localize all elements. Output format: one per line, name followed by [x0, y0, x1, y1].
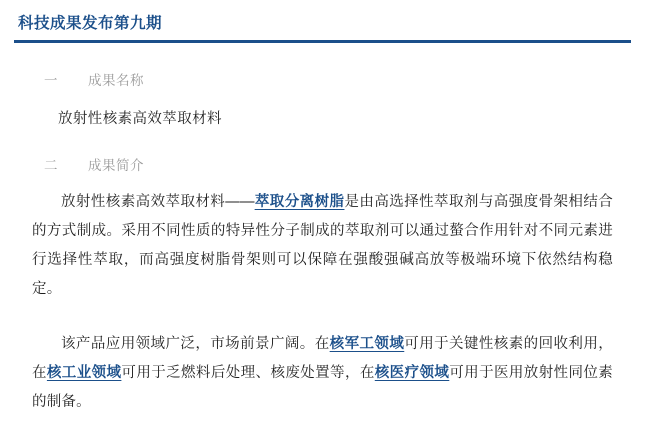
paragraph-2-keyword-6: 核医疗领域: [374, 365, 450, 382]
title-divider: [14, 40, 631, 43]
section-label-1: 成果名称: [88, 73, 144, 89]
section-heading-2: [0, 154, 645, 174]
document-header: [0, 0, 645, 43]
paragraph-2-keyword-4: 核工业领域: [46, 365, 122, 382]
paragraph-2: 该产品应用领域广泛，市场前景广阔。在核军工领域可用于关键性核素的回收利用，在核工业领域可用于乏燃料后处理、核废处置等，在核医疗领域可用于医用放射性同位素的制备。: [32, 336, 614, 411]
section-heading-1: [0, 69, 645, 89]
paragraph-1: 放射性核素高效萃取材料——萃取分离树脂是由高选择性萃取剂与高强度骨架相结合的方式制成。采用不同性质的特异性分子制成的萃取剂可以通过螯合作用针对不同元素进行选择性萃取，而高强度树脂骨架则可以保障在强酸强碱高放等极端环境下依然结构稳定。: [32, 194, 613, 298]
achievement-name: 放射性核素高效萃取材料: [58, 111, 222, 128]
section-number-2: 二: [44, 158, 58, 174]
paragraph-1-keyword-2: 萃取分离树脂: [254, 194, 345, 211]
paragraph-2-keyword-2: 核军工领域: [329, 336, 405, 353]
page-title: 科技成果发布第九期: [18, 15, 163, 32]
section-number-1: 一: [44, 73, 58, 89]
section-label-2: 成果简介: [88, 158, 144, 174]
